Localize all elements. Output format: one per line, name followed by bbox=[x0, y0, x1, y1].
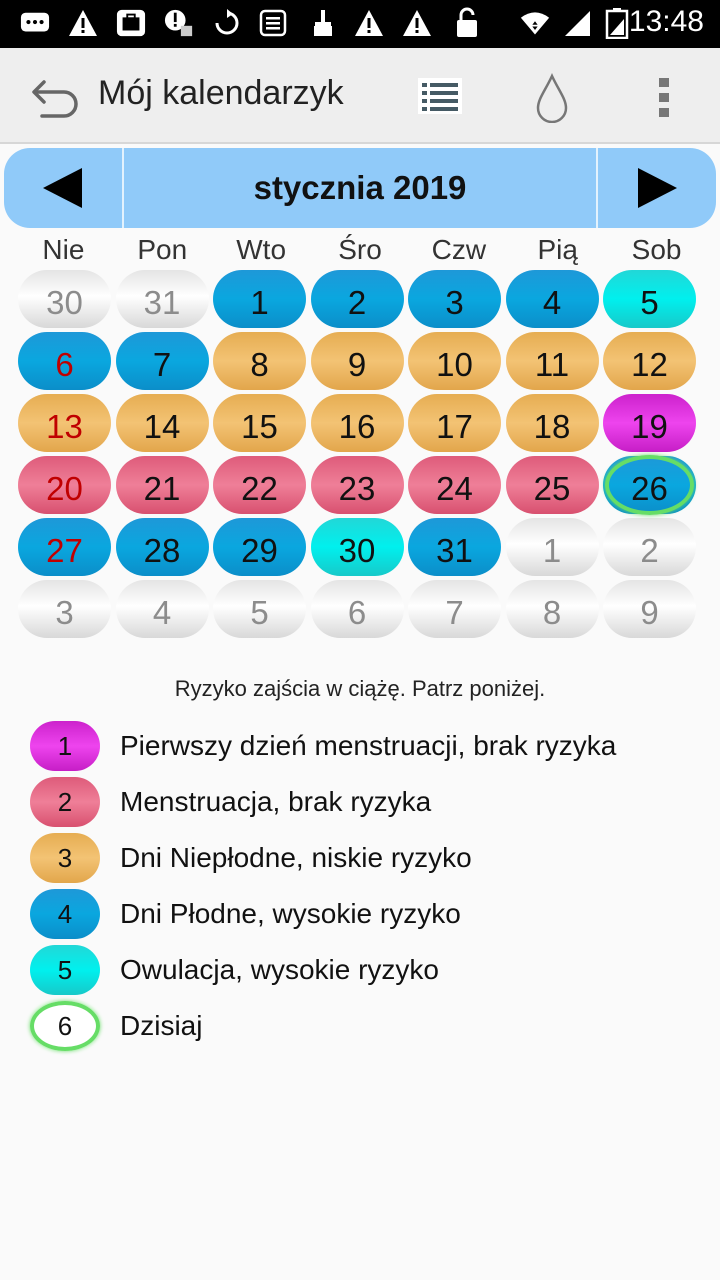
briefcase-icon bbox=[116, 8, 146, 38]
day-number: 13 bbox=[46, 408, 83, 445]
month-title: stycznia 2019 bbox=[253, 169, 467, 206]
weekday-label: Pon bbox=[137, 234, 188, 265]
back-button[interactable] bbox=[26, 68, 86, 124]
calendar-day[interactable] bbox=[506, 270, 599, 328]
day-number: 8 bbox=[250, 346, 269, 383]
warning-icon bbox=[354, 8, 384, 38]
calendar-day[interactable] bbox=[408, 518, 501, 576]
legend-number: 5 bbox=[57, 954, 73, 985]
calendar-day[interactable] bbox=[116, 270, 209, 328]
calendar-day[interactable] bbox=[311, 394, 404, 452]
legend-item bbox=[30, 998, 710, 1054]
weekday-label: Śro bbox=[338, 234, 382, 265]
legend-number: 2 bbox=[57, 786, 73, 817]
day-number: 4 bbox=[542, 284, 562, 321]
legend bbox=[30, 718, 710, 1054]
day-number: 23 bbox=[338, 470, 376, 507]
app-title: Mój kalendarzyk bbox=[98, 74, 344, 112]
day-number: 31 bbox=[436, 532, 473, 569]
legend-chip bbox=[30, 721, 100, 771]
calendar-day[interactable] bbox=[408, 332, 501, 390]
calendar-day[interactable] bbox=[408, 394, 501, 452]
day-number: 5 bbox=[640, 284, 659, 321]
calendar-day[interactable] bbox=[213, 270, 306, 328]
calendar-day[interactable] bbox=[311, 580, 404, 638]
legend-item bbox=[30, 718, 710, 774]
day-number: 6 bbox=[55, 346, 74, 383]
legend-chip bbox=[30, 833, 100, 883]
calendar-day[interactable] bbox=[18, 270, 111, 328]
calendar-day[interactable] bbox=[116, 580, 209, 638]
day-number: 28 bbox=[143, 532, 181, 569]
legend-label: Pierwszy dzień menstruacji, brak ryzyka bbox=[120, 730, 617, 761]
day-number: 3 bbox=[445, 284, 464, 321]
calendar-day[interactable] bbox=[116, 332, 209, 390]
day-number: 12 bbox=[631, 346, 668, 383]
alert-icon bbox=[164, 8, 194, 38]
calendar-day[interactable] bbox=[603, 580, 696, 638]
day-number: 1 bbox=[542, 532, 562, 569]
calendar-day[interactable] bbox=[506, 456, 599, 514]
legend-number: 3 bbox=[57, 842, 73, 873]
month-navigation bbox=[4, 148, 716, 228]
drop-icon bbox=[535, 73, 569, 123]
status-time: 13:48 bbox=[628, 5, 704, 38]
day-number: 30 bbox=[338, 532, 376, 569]
calendar-grid bbox=[18, 270, 702, 638]
calendar-day[interactable] bbox=[603, 270, 696, 328]
weekday-label: Czw bbox=[431, 234, 487, 265]
day-number: 17 bbox=[436, 408, 473, 445]
calendar-day[interactable] bbox=[18, 580, 111, 638]
day-number: 2 bbox=[347, 284, 367, 321]
legend-label: Owulacja, wysokie ryzyko bbox=[120, 954, 439, 985]
day-number: 25 bbox=[533, 470, 571, 507]
day-number: 19 bbox=[631, 408, 668, 445]
calendar-day[interactable] bbox=[18, 394, 111, 452]
legend-number: 1 bbox=[57, 730, 73, 761]
calendar-day[interactable] bbox=[603, 332, 696, 390]
day-number: 4 bbox=[152, 594, 172, 631]
day-number: 9 bbox=[640, 594, 659, 631]
day-number: 16 bbox=[338, 408, 376, 445]
warning-icon bbox=[68, 8, 98, 38]
legend-chip bbox=[30, 1001, 100, 1051]
signal-icon bbox=[562, 8, 592, 38]
calendar-day[interactable] bbox=[18, 518, 111, 576]
triangle-left-icon bbox=[42, 167, 84, 209]
day-number: 20 bbox=[46, 470, 83, 507]
list-view-button[interactable] bbox=[410, 70, 470, 122]
calendar-day[interactable] bbox=[213, 456, 306, 514]
triangle-right-icon bbox=[636, 167, 678, 209]
brush-icon bbox=[308, 8, 338, 38]
sync-icon bbox=[212, 8, 242, 38]
calendar-day[interactable] bbox=[311, 270, 404, 328]
day-number: 22 bbox=[241, 470, 278, 507]
calendar-day[interactable] bbox=[311, 332, 404, 390]
legend-number: 6 bbox=[57, 1010, 73, 1041]
calendar-day[interactable] bbox=[603, 394, 696, 452]
legend-label: Dni Niepłodne, niskie ryzyko bbox=[120, 842, 472, 873]
more-options-button[interactable] bbox=[644, 68, 684, 128]
day-number: 10 bbox=[436, 346, 473, 383]
legend-item bbox=[30, 886, 710, 942]
calendar-day[interactable] bbox=[213, 580, 306, 638]
calendar-day[interactable] bbox=[506, 518, 599, 576]
calendar-day[interactable] bbox=[213, 394, 306, 452]
weekday-header bbox=[14, 232, 706, 268]
legend-item bbox=[30, 774, 710, 830]
calendar-day[interactable] bbox=[506, 580, 599, 638]
weekday-label: Nie bbox=[42, 234, 85, 265]
calendar-day[interactable] bbox=[506, 332, 599, 390]
day-number: 24 bbox=[436, 470, 473, 507]
day-number: 3 bbox=[55, 594, 74, 631]
battery-icon bbox=[602, 8, 632, 38]
day-number: 15 bbox=[241, 408, 278, 445]
calendar-day[interactable] bbox=[408, 580, 501, 638]
day-number: 6 bbox=[347, 594, 367, 631]
calendar-day[interactable] bbox=[213, 332, 306, 390]
day-number: 29 bbox=[241, 532, 278, 569]
back-icon bbox=[30, 74, 82, 118]
day-number: 8 bbox=[542, 594, 562, 631]
day-number: 1 bbox=[250, 284, 269, 321]
app-bar bbox=[0, 48, 720, 144]
previous-month-button[interactable] bbox=[4, 148, 124, 228]
day-number: 11 bbox=[534, 346, 570, 383]
lock-icon bbox=[452, 8, 482, 38]
calendar-day[interactable] bbox=[311, 518, 404, 576]
day-number: 27 bbox=[46, 532, 83, 569]
day-number: 21 bbox=[143, 470, 181, 507]
next-month-button[interactable] bbox=[596, 148, 716, 228]
legend-label: Dni Płodne, wysokie ryzyko bbox=[120, 898, 461, 929]
legend-label: Menstruacja, brak ryzyka bbox=[120, 786, 432, 817]
calendar-day[interactable] bbox=[18, 332, 111, 390]
weekday-label: Pią bbox=[537, 234, 578, 265]
more-icon bbox=[657, 76, 671, 120]
legend-chip bbox=[30, 889, 100, 939]
calendar-day[interactable] bbox=[116, 394, 209, 452]
calendar-day[interactable] bbox=[213, 518, 306, 576]
list-icon bbox=[258, 8, 288, 38]
status-bar bbox=[0, 0, 720, 48]
drop-button[interactable] bbox=[526, 68, 578, 128]
calendar-day[interactable] bbox=[116, 518, 209, 576]
weekday-label: Sob bbox=[631, 234, 682, 265]
day-number: 7 bbox=[152, 346, 172, 383]
calendar-day[interactable] bbox=[603, 518, 696, 576]
legend-label: Dzisiaj bbox=[120, 1010, 203, 1041]
day-number: 14 bbox=[143, 408, 181, 445]
day-number: 7 bbox=[445, 594, 464, 631]
legend-chip bbox=[30, 945, 100, 995]
calendar-day[interactable] bbox=[311, 456, 404, 514]
calendar-day[interactable] bbox=[506, 394, 599, 452]
legend-number: 4 bbox=[57, 898, 73, 929]
list-icon bbox=[418, 78, 462, 114]
legend-item bbox=[30, 942, 710, 998]
day-number: 18 bbox=[533, 408, 571, 445]
calendar-day[interactable] bbox=[116, 456, 209, 514]
day-number: 9 bbox=[347, 346, 367, 383]
legend-caption: Ryzyko zajścia w ciążę. Patrz poniżej. bbox=[174, 676, 546, 701]
day-number: 26 bbox=[631, 470, 668, 507]
calendar-day[interactable] bbox=[18, 456, 111, 514]
calendar-day-today[interactable] bbox=[603, 456, 696, 514]
legend-item bbox=[30, 830, 710, 886]
wifi-icon bbox=[520, 8, 550, 38]
warning-icon bbox=[402, 8, 432, 38]
messages-icon bbox=[20, 8, 50, 38]
legend-chip bbox=[30, 777, 100, 827]
weekday-label: Wto bbox=[236, 234, 287, 265]
day-number: 5 bbox=[250, 594, 269, 631]
calendar-day[interactable] bbox=[408, 270, 501, 328]
day-number: 30 bbox=[46, 284, 83, 321]
day-number: 31 bbox=[143, 284, 181, 321]
calendar-day[interactable] bbox=[408, 456, 501, 514]
day-number: 2 bbox=[640, 532, 659, 569]
